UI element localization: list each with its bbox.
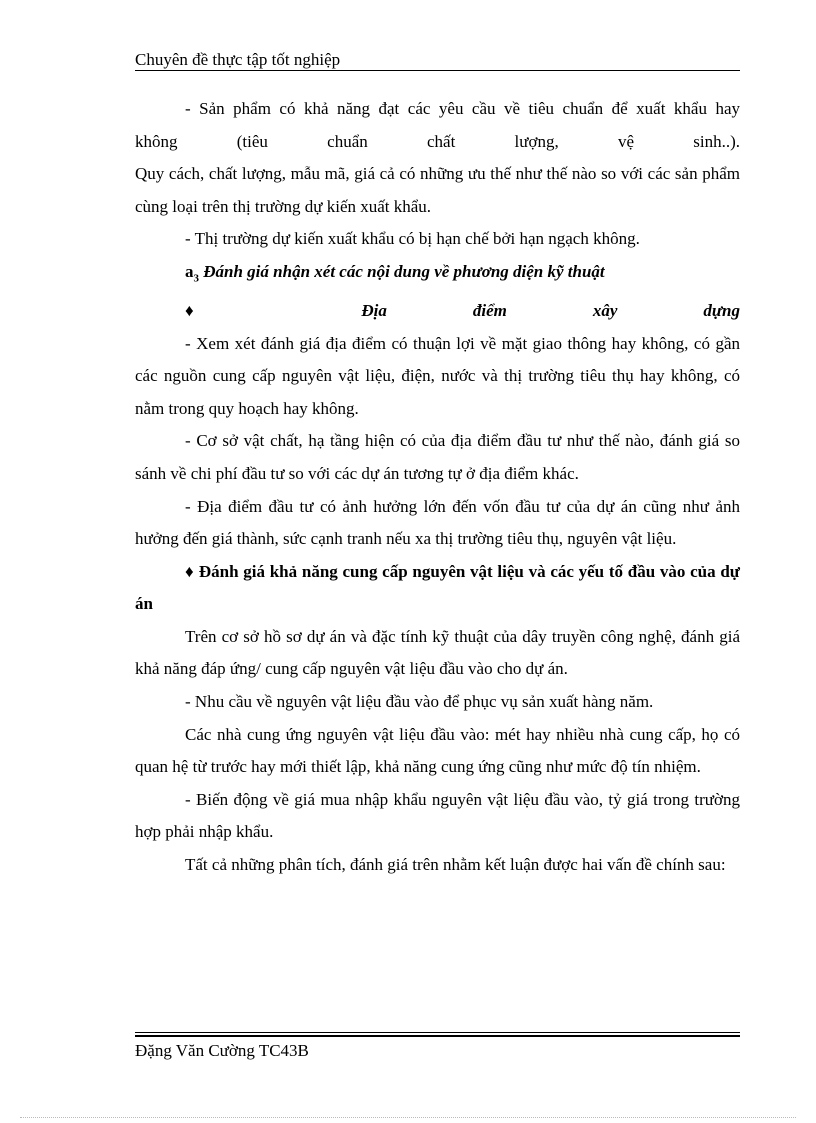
page-footer-author: Đặng Văn Cường TC43B [135, 1041, 309, 1060]
section-heading [135, 256, 740, 295]
paragraph-10: - Biến động về giá mua nhập khẩu nguyên vật liệu đầu vào, tỷ giá trong trường hợp phải nhập khẩu. [135, 789, 740, 842]
document-body [135, 93, 740, 882]
subheading-materials: ♦ Đánh giá khả năng cung cấp nguyên vật liệu và các yếu tố đầu vào của dự án [135, 561, 740, 614]
paragraph-9: Các nhà cung ứng nguyên vật liệu đầu vào: mét hay nhiều nhà cung cấp, họ có quan hệ từ trước hay mới thiết lập, khả năng cung ứng cũng như mức độ tín nhiệm. [135, 724, 740, 777]
paragraph-5: - Cơ sở vật chất, hạ tầng hiện có của địa điểm đầu tư như thế nào, đánh giá so sánh về chi phí đầu tư so với các dự án tương tự ở địa điểm khác. [135, 431, 740, 483]
header-divider [135, 70, 740, 71]
paragraph-3: - Thị trường dự kiến xuất khẩu có bị hạn chế bởi hạn ngạch không. [185, 229, 640, 249]
footer-divider-thin [135, 1032, 740, 1033]
section-heading-prefix: a [185, 261, 194, 281]
paragraph-8: - Nhu cầu về nguyên vật liệu đầu vào để phục vụ sản xuất hàng năm. [185, 692, 654, 712]
paragraph-1-line-1: - Sản phẩm có khả năng đạt các yêu cầu về tiêu chuẩn để xuất khẩu hay [185, 99, 740, 118]
paragraph-7: Trên cơ sở hồ sơ dự án và đặc tính kỹ thuật của dây truyền công nghệ, đánh giá khả năng đáp ứng/ cung cấp nguyên vật liệu đầu vào cho dự án. [135, 626, 740, 679]
page-header-title: Chuyên đề thực tập tốt nghiệp [135, 50, 341, 69]
paragraph-6: - Địa điểm đầu tư có ảnh hưởng lớn đến vốn đầu tư của dự án cũng như ảnh hưởng đến giá thành, sức cạnh tranh nếu xa thị trường tiêu thụ, nguyên vật liệu. [135, 496, 740, 549]
section-heading-text: Đánh giá nhận xét các nội dung về phương diện kỹ thuật [199, 261, 605, 281]
paragraph-4: - Xem xét đánh giá địa điểm có thuận lợi về mặt giao thông hay không, có gần các nguồn cung cấp nguyên vật liệu, điện, nước và thị trường tiêu thụ hay không, có nằm trong quy hoạch hay không. [135, 333, 740, 418]
section-heading-subscript: 3 [193, 272, 199, 285]
paragraph-2: Quy cách, chất lượng, mẫu mã, giá cả có những ưu thế như thế nào so với các sản phẩm cùng loại trên thị trường dự kiến xuất khẩu. [135, 164, 740, 216]
footer-divider-thick [135, 1035, 740, 1037]
paragraph-1-line-2: không (tiêu chuẩn chất lượng, vệ sinh..). [135, 131, 740, 151]
page-bottom-dotted-border [20, 1117, 796, 1118]
subheading-location: ♦ Địa điểm xây dựng [185, 300, 740, 320]
paragraph-11: Tất cả những phân tích, đánh giá trên nhằm kết luận được hai vấn đề chính sau: [185, 855, 726, 875]
